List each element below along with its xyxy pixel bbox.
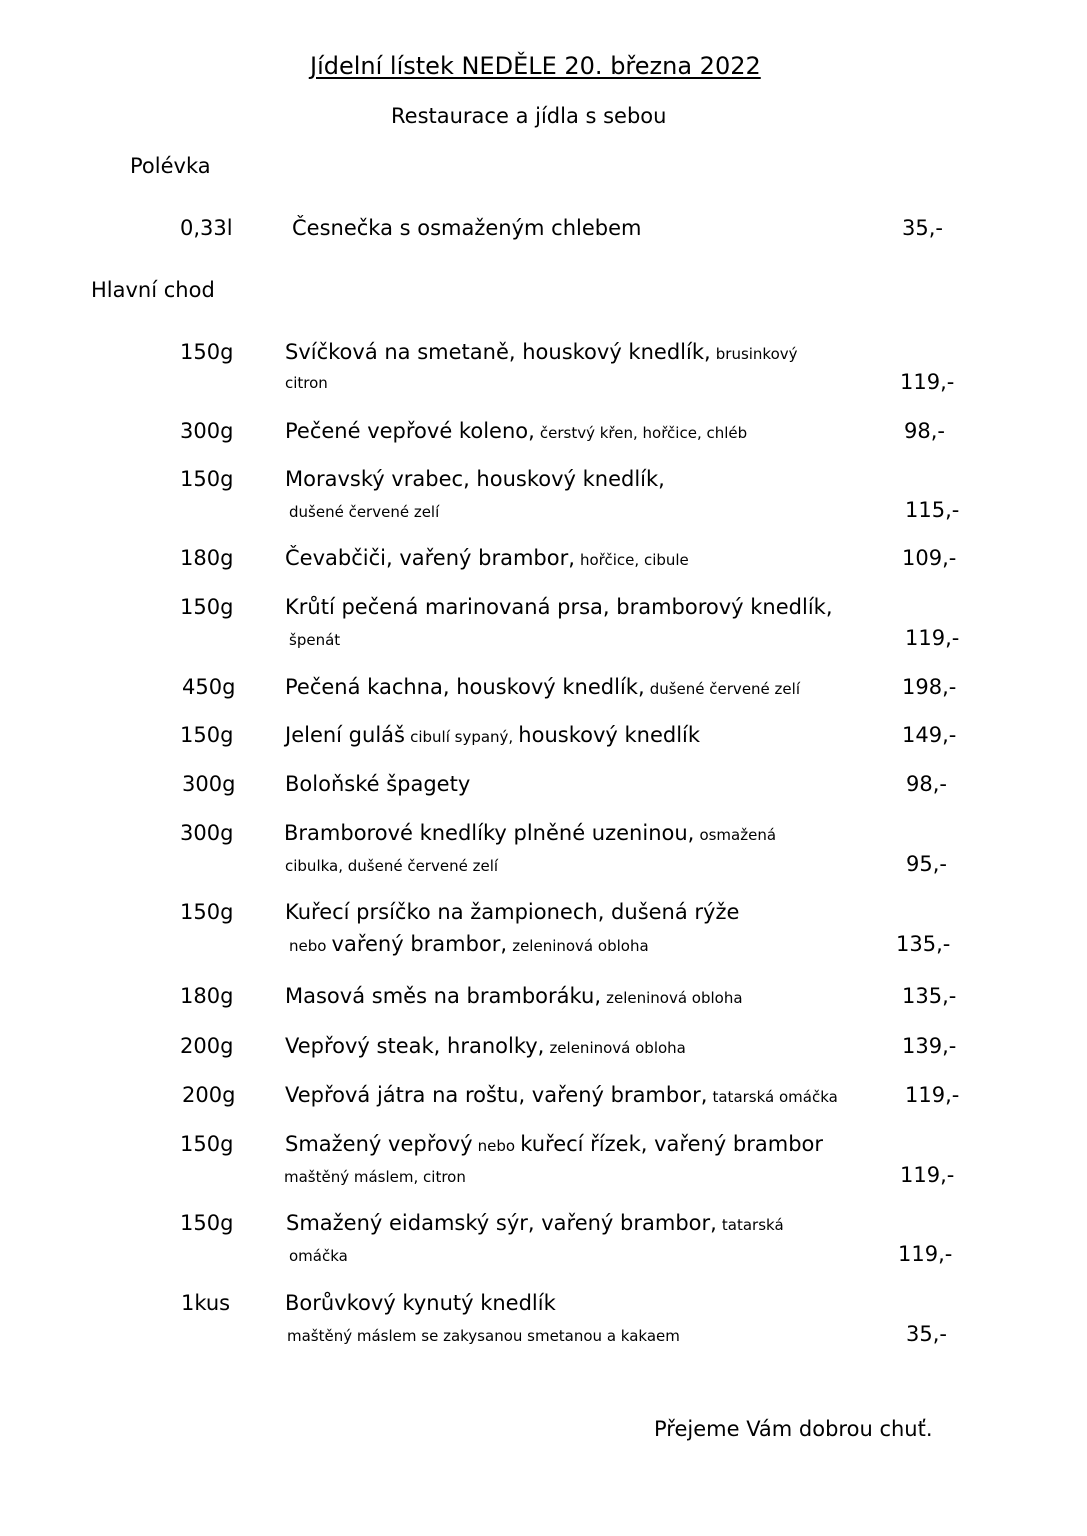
menu-item-line1: Boloňské špagety	[285, 772, 471, 796]
menu-item-qty: 300g	[180, 419, 234, 443]
menu-item-qty: 1kus	[181, 1291, 231, 1315]
menu-item-line1: Borůvkový kynutý knedlík	[285, 1291, 556, 1315]
menu-item-price: 95,-	[906, 852, 947, 876]
menu-item-qty: 180g	[180, 984, 234, 1008]
menu-item-price: 98,-	[904, 419, 945, 443]
menu-item-line1: Krůtí pečená marinovaná prsa, bramborový knedlík,	[285, 595, 833, 619]
menu-item-qty: 150g	[180, 467, 234, 491]
menu-item-price: 119,-	[898, 1242, 953, 1266]
menu-item-price: 119,-	[900, 370, 955, 394]
menu-item-price: 139,-	[902, 1034, 957, 1058]
menu-item-price: 198,-	[902, 675, 957, 699]
menu-item-qty: 200g	[182, 1083, 236, 1107]
menu-item-line1: Čevabčiči, vařený brambor, hořčice, cibule	[285, 546, 689, 570]
soup-name: Česnečka s osmaženým chlebem	[292, 216, 642, 240]
menu-item-line2: maštěný máslem se zakysanou smetanou a kakaem	[287, 1327, 680, 1345]
menu-item-line1: Bramborové knedlíky plněné uzeninou, osmažená	[284, 821, 777, 845]
menu-item-line1: Pečené vepřové koleno, čerstvý křen, hořčice, chléb	[285, 419, 748, 443]
menu-item-line1: Vepřový steak, hranolky, zeleninová obloha	[285, 1034, 686, 1058]
menu-item-line1: Svíčková na smetaně, houskový knedlík, brusinkový	[285, 340, 798, 364]
menu-item-line2: špenát	[289, 631, 341, 649]
menu-item-qty: 300g	[180, 821, 234, 845]
section-heading-soup: Polévka	[130, 154, 211, 178]
menu-item-line2: cibulka, dušené červené zelí	[285, 857, 499, 875]
menu-item-qty: 150g	[180, 1211, 234, 1235]
menu-item-qty: 150g	[180, 595, 234, 619]
menu-item-qty: 180g	[180, 546, 234, 570]
menu-item-price: 149,-	[902, 723, 957, 747]
menu-item-line1: Smažený vepřový nebo kuřecí řízek, vařený brambor	[285, 1132, 824, 1156]
menu-item-line2: nebo vařený brambor, zeleninová obloha	[289, 932, 649, 956]
menu-item-price: 135,-	[902, 984, 957, 1008]
menu-item-price: 135,-	[896, 932, 951, 956]
menu-item-line2: dušené červené zelí	[289, 503, 440, 521]
menu-item-qty: 150g	[180, 900, 234, 924]
menu-item-line2: maštěný máslem, citron	[284, 1168, 466, 1186]
menu-item-line1: Jelení guláš cibulí sypaný, houskový knedlík	[285, 723, 701, 747]
menu-item-price: 109,-	[902, 546, 957, 570]
footer-greeting: Přejeme Vám dobrou chuť.	[654, 1417, 933, 1441]
menu-item-line2: omáčka	[289, 1247, 348, 1265]
menu-item-line1: Moravský vrabec, houskový knedlík,	[285, 467, 665, 491]
menu-item-line2: citron	[285, 374, 328, 392]
menu-item-line1: Kuřecí prsíčko na žampionech, dušená rýže	[285, 900, 740, 924]
menu-item-qty: 150g	[180, 1132, 234, 1156]
menu-item-price: 115,-	[905, 498, 960, 522]
menu-item-price: 119,-	[905, 1083, 960, 1107]
menu-item-line1: Vepřová játra na roštu, vařený brambor, tatarská omáčka	[285, 1083, 838, 1107]
menu-item-qty: 150g	[180, 340, 234, 364]
menu-item-price: 119,-	[905, 626, 960, 650]
menu-item-line1: Smažený eidamský sýr, vařený brambor, tatarská	[286, 1211, 784, 1235]
menu-item-price: 35,-	[906, 1322, 947, 1346]
menu-item-price: 119,-	[900, 1163, 955, 1187]
menu-item-qty: 300g	[182, 772, 236, 796]
menu-item-qty: 200g	[180, 1034, 234, 1058]
soup-price: 35,-	[902, 216, 943, 240]
menu-item-price: 98,-	[906, 772, 947, 796]
soup-qty: 0,33l	[180, 216, 233, 240]
section-heading-main: Hlavní chod	[91, 278, 215, 302]
menu-item-qty: 150g	[180, 723, 234, 747]
menu-item-line1: Masová směs na bramboráku, zeleninová obloha	[285, 984, 743, 1008]
menu-subtitle: Restaurace a jídla s sebou	[391, 104, 667, 128]
menu-title: Jídelní lístek NEDĚLE 20. března 2022	[310, 52, 761, 80]
menu-item-qty: 450g	[182, 675, 236, 699]
menu-item-line1: Pečená kachna, houskový knedlík, dušené červené zelí	[285, 675, 800, 699]
